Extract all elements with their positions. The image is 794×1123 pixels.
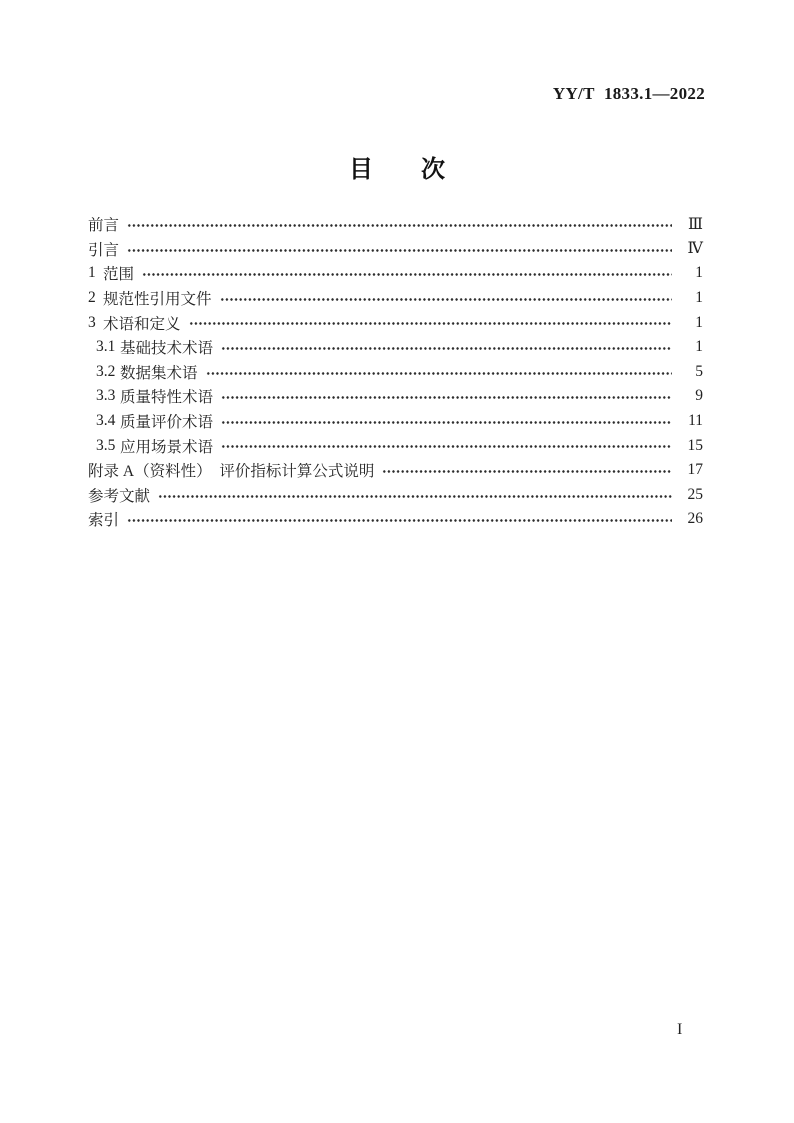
dot-leader <box>221 433 672 458</box>
toc-entry-label: 基础技术术语 <box>120 340 214 358</box>
standard-number-header: YY/T 1833.1—2022 <box>552 84 705 103</box>
toc-entry-number: 3.2 <box>96 362 116 380</box>
toc-entry <box>88 384 703 409</box>
toc-entry-label: 索引 <box>88 512 120 530</box>
toc-entry-number: 2 <box>88 289 96 307</box>
toc-entry <box>88 261 703 286</box>
toc-entry-label: 参考文献 <box>88 487 151 505</box>
toc-entry-label: 引言 <box>88 241 120 259</box>
toc-entry-page: 11 <box>688 412 703 430</box>
dot-leader <box>189 310 672 335</box>
toc-entry-page: Ⅳ <box>687 240 703 258</box>
toc-list <box>88 212 703 532</box>
toc-entry-label: 应用场景术语 <box>120 438 214 456</box>
toc-entry <box>88 483 703 508</box>
dot-leader <box>206 360 672 385</box>
dot-leader <box>127 237 672 262</box>
dot-leader <box>221 335 672 360</box>
dot-leader <box>221 409 672 434</box>
toc-entry <box>88 286 703 311</box>
toc-entry-page: Ⅲ <box>688 215 703 233</box>
toc-entry <box>88 212 703 237</box>
toc-entry-page: 1 <box>695 264 703 282</box>
toc-entry-number: 1 <box>88 264 96 282</box>
toc-entry-label: 规范性引用文件 <box>103 291 212 309</box>
toc-entry <box>88 335 703 360</box>
toc-entry-page: 17 <box>687 461 703 479</box>
toc-entry <box>88 237 703 262</box>
dot-leader <box>142 261 672 286</box>
toc-entry-number: 3 <box>88 313 96 331</box>
toc-entry-label: 术语和定义 <box>103 315 181 333</box>
toc-entry <box>88 310 703 335</box>
toc-entry-page: 25 <box>687 485 703 503</box>
toc-entry-page: 9 <box>695 387 703 405</box>
toc-entry <box>88 507 703 532</box>
dot-leader <box>127 212 672 237</box>
toc-entry-page: 15 <box>687 436 703 454</box>
page-title: 目 次 <box>349 157 445 183</box>
toc-entry-number: 3.4 <box>96 412 116 430</box>
footer-page-number: I <box>677 1021 683 1038</box>
toc-entry <box>88 360 703 385</box>
toc-entry-label: 范围 <box>103 266 135 284</box>
toc-entry-page: 5 <box>695 362 703 380</box>
dot-leader <box>382 458 672 483</box>
toc-entry-page: 1 <box>695 338 703 356</box>
toc-entry <box>88 458 703 483</box>
toc-entry-number: 3.5 <box>96 436 116 454</box>
toc-entry <box>88 433 703 458</box>
toc-entry-label: 前言 <box>88 217 120 235</box>
toc-entry-page: 1 <box>695 289 703 307</box>
toc-entry-number: 3.3 <box>96 387 116 405</box>
toc-entry <box>88 409 703 434</box>
toc-entry-label: 质量评价术语 <box>120 414 214 432</box>
dot-leader <box>127 507 672 532</box>
toc-entry-label: 质量特性术语 <box>120 389 214 407</box>
dot-leader <box>220 286 672 311</box>
dot-leader <box>158 483 672 508</box>
toc-entry-label: 附录 A（资料性） 评价指标计算公式说明 <box>88 463 375 481</box>
toc-entry-number: 3.1 <box>96 338 116 356</box>
toc-entry-page: 1 <box>695 313 703 331</box>
dot-leader <box>221 384 672 409</box>
toc-entry-page: 26 <box>687 510 703 528</box>
toc-entry-label: 数据集术语 <box>120 364 198 382</box>
